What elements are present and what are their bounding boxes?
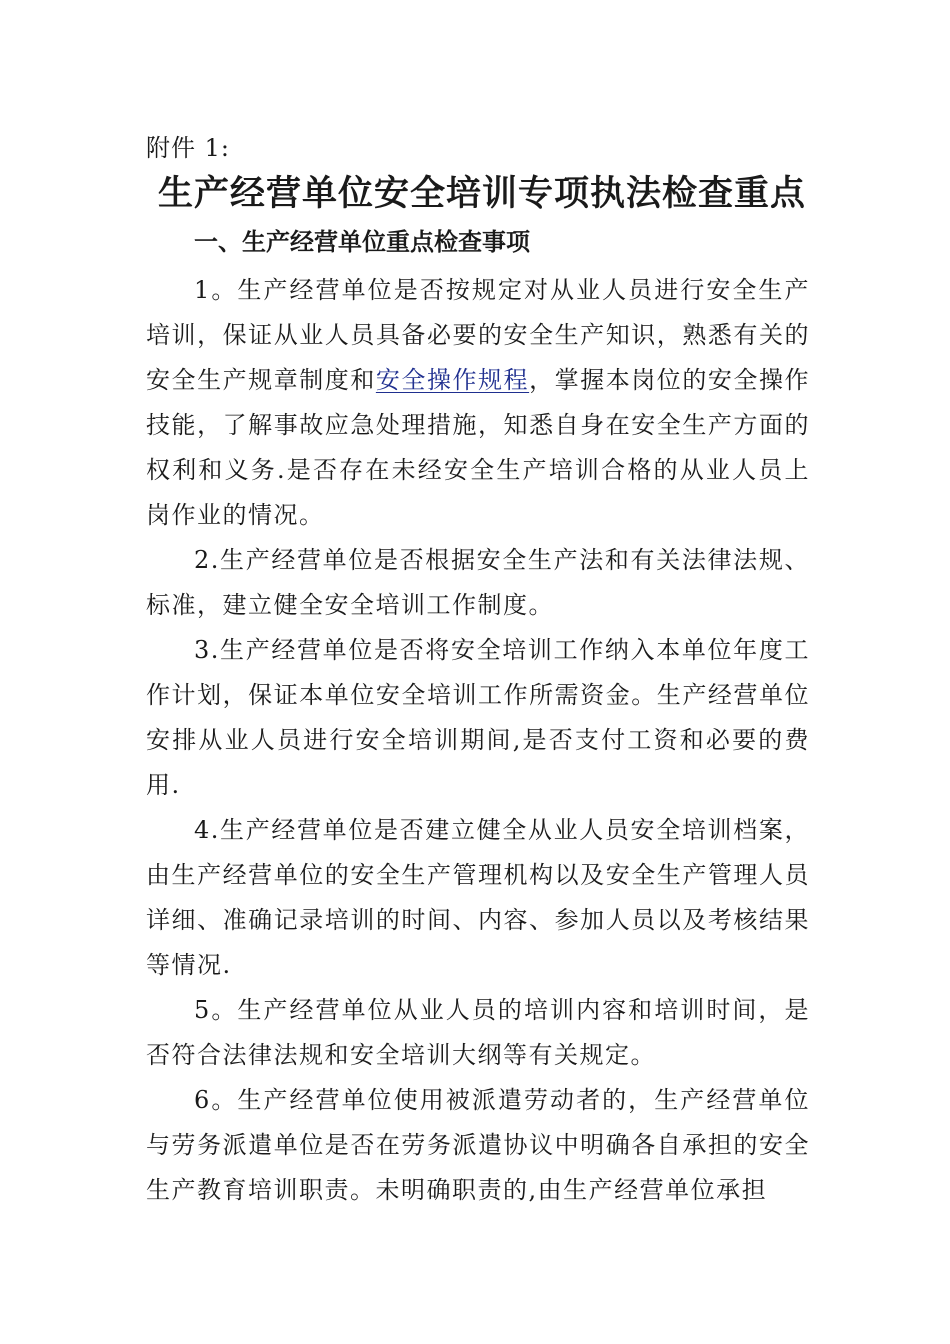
paragraph-4: 4.生产经营单位是否建立健全从业人员安全培训档案，由生产经营单位的安全生产管理机构以及安全生产管理人员详细、准确记录培训的时间、内容、参加人员以及考核结果等情况. [146, 816, 810, 979]
paragraph-6: 6。生产经营单位使用被派遣劳动者的，生产经营单位与劳务派遣单位是否在劳务派遣协议中明确各自承担的安全生产教育培训职责。未明确职责的,由生产经营单位承担 [146, 1086, 810, 1204]
paragraph-1-text-start: 1。生产经营单位是否按规定对从业人员进行安全生产培训，保证从业人员具备必要的安全生产知识，熟悉有关的安全生产规章制度和 [146, 276, 810, 394]
document-title: 生产经营单位安全培训专项执法检查重点 [158, 173, 807, 214]
paragraph-5: 5。生产经营单位从业人员的培训内容和培训时间，是否符合法律法规和安全培训大纲等有关规定。 [146, 996, 810, 1069]
attachment-label: 附件 1: [146, 134, 230, 162]
safety-operation-rules-link[interactable]: 安全操作规程 [375, 366, 530, 394]
paragraph-1-text-end: ，掌握本岗位的安全操作技能，了解事故应急处理措施，知悉自身在安全生产方面的权利和义务.是否存在未经安全生产培训合格的从业人员上岗作业的情况。 [146, 366, 811, 529]
section-heading: 一、生产经营单位重点检查事项 [194, 228, 530, 256]
document-page [146, 128, 810, 1213]
paragraph-1 [146, 268, 810, 538]
paragraph-2: 2.生产经营单位是否根据安全生产法和有关法律法规、标准，建立健全安全培训工作制度。 [146, 546, 810, 619]
paragraph-3: 3.生产经营单位是否将安全培训工作纳入本单位年度工作计划，保证本单位安全培训工作所需资金。生产经营单位安排从业人员进行安全培训期间,是否支付工资和必要的费用. [146, 636, 810, 799]
